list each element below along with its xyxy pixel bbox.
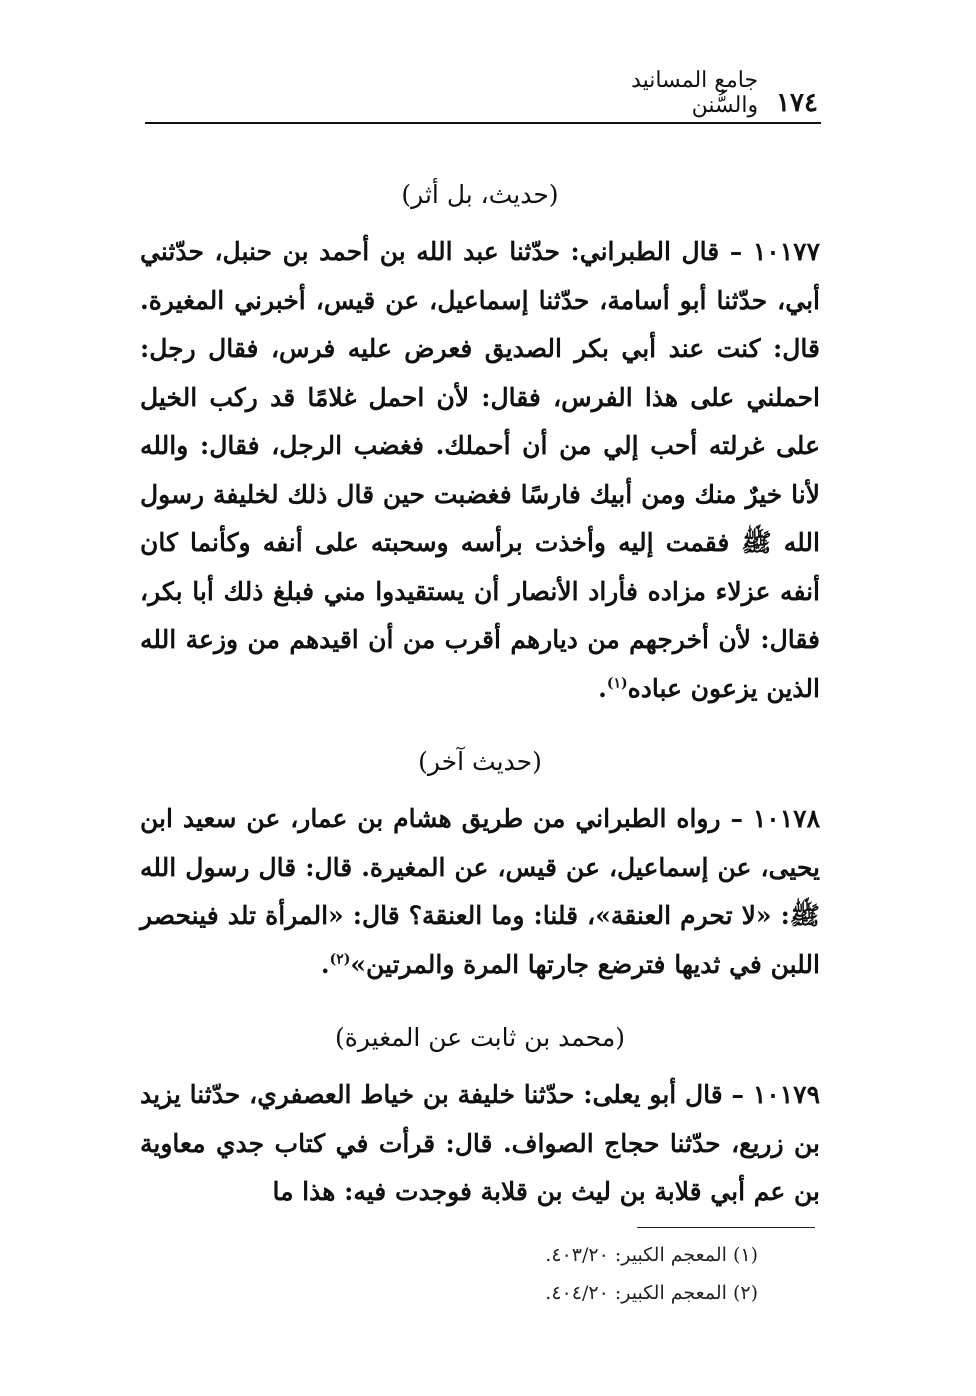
footnotes — [500, 1236, 758, 1312]
page-number: ١٧٤ — [776, 88, 818, 118]
section-heading: (محمد بن ثابت عن المغيرة) — [335, 1023, 625, 1052]
hadith-end: . — [320, 949, 330, 979]
hadith-number: ١٠١٧٩ — [752, 1080, 820, 1109]
footnote: (٢) المعجم الكبير: ٤٠٤/٢٠. — [545, 1282, 758, 1304]
hadith-text: – قال الطبراني: حدّثنا عبد الله بن أحمد بن حنبل، حدّثني أبي، حدّثنا أبو أسامة، حدّثنا إسماعيل، عن قيس، أخبرني المغيرة. قال: كنت عند أبي بكر الصديق فعرض عليه فرس، فقال رجل: احملني على هذا الفرس، فقال: لأن احمل غلامًا قد ركب الخيل على غرلته أحب إلي من أن أحملك. فغضب الرجل، فقال: والله لأنا خيرٌ منك ومن أبيك فارسًا فغضبت حين قال ذلك لخليفة رسول الله ﷺ فقمت إليه وأخذت برأسه وسحبته على أنفه وكأنما كان أنفه عزلاء مزاده فأراد الأنصار أن يستقيدوا مني فبلغ ذلك أبا بكر، فقال: لأن أخرجهم من ديارهم أقرب من أن اقيدهم من وزعة الله الذين يزعون عباده — [140, 237, 820, 703]
footnote-ref: (٢) — [329, 951, 351, 968]
hadith-paragraph — [140, 1071, 820, 1217]
footnote: (١) المعجم الكبير: ٤٠٣/٢٠. — [545, 1244, 758, 1266]
hadith-end: . — [598, 673, 607, 703]
hadith-number: ١٠١٧٨ — [752, 804, 820, 833]
main-text — [140, 168, 820, 1239]
hadith-text: – رواه الطبراني من طريق هشام بن عمار، عن سعيد ابن يحيى، عن إسماعيل، عن قيس، عن المغيرة. قال: قال رسول الله ﷺ: «لا تحرم العنقة»، قلنا: وما العنقة؟ قال: «المرأة تلد فينحصر اللبن في ثديها فترضع جارتها المرة والمرتين» — [140, 804, 820, 979]
header-rule — [145, 122, 821, 124]
running-header — [590, 68, 818, 118]
hadith-text: – قال أبو يعلى: حدّثنا خليفة بن خياط العصفري، حدّثنا يزيد بن زريع، حدّثنا حجاج الصواف. قال: قرأت في كتاب جدي معاوية بن عم أبي قلابة بن ليث بن قلابة فوجدت فيه: هذا ما — [140, 1080, 820, 1206]
book-title: جامع المسانيد والسُّنن — [631, 68, 759, 118]
footnote-rule — [637, 1227, 815, 1228]
section-heading: (حديث آخر) — [418, 747, 542, 776]
section-heading: (حديث، بل أثر) — [401, 180, 559, 209]
footnote-ref: (١) — [606, 675, 628, 692]
hadith-paragraph — [140, 228, 820, 713]
hadith-paragraph — [140, 795, 820, 989]
hadith-number: ١٠١٧٧ — [752, 237, 820, 266]
